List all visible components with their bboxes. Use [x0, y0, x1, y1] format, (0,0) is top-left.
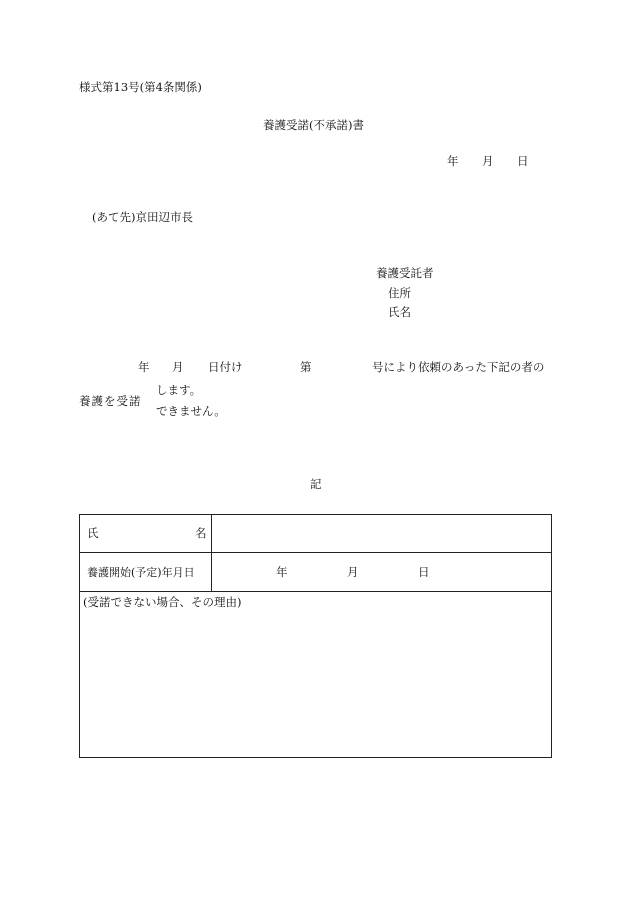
body-request-text: 号により依頼のあった下記の者の	[372, 360, 545, 374]
option-decline: できません。	[156, 404, 226, 418]
addressee: (あて先)京田辺市長	[92, 210, 193, 224]
name-value-cell[interactable]	[212, 515, 551, 552]
start-date-label-cell	[80, 553, 212, 591]
name-label-cell	[80, 515, 212, 552]
start-date-month: 月	[347, 565, 359, 579]
start-date-row	[80, 553, 551, 592]
body-year: 年	[138, 360, 150, 374]
date-year: 年	[447, 154, 459, 168]
start-date-value-cell[interactable]	[212, 553, 551, 591]
acceptor-heading: 養護受託者	[376, 266, 434, 280]
option-accept: します。	[156, 383, 202, 397]
start-date-day: 日	[418, 565, 430, 579]
name-label-part1: 氏	[87, 526, 99, 540]
start-date-label: 養護開始(予定)年月日	[87, 566, 195, 579]
name-row	[80, 515, 551, 553]
reason-label: (受諾できない場合、その理由)	[83, 595, 242, 609]
form-number: 様式第13号(第4条関係)	[79, 80, 202, 94]
acceptor-name-label: 氏名	[388, 305, 411, 319]
body-dai: 第	[300, 360, 312, 374]
document-title: 養護受諾(不承諾)書	[263, 118, 364, 132]
start-date-year: 年	[276, 565, 288, 579]
body-month: 月	[172, 360, 184, 374]
body-prefix: 養護を受諾	[79, 394, 142, 408]
reason-row[interactable]	[80, 592, 551, 757]
acceptor-address-label: 住所	[388, 286, 411, 300]
name-label-part2: 名	[195, 526, 207, 540]
details-table	[79, 514, 552, 758]
ki-heading: 記	[310, 477, 322, 491]
date-day: 日	[517, 154, 529, 168]
body-day-dated: 日付け	[208, 360, 243, 374]
date-month: 月	[482, 154, 494, 168]
